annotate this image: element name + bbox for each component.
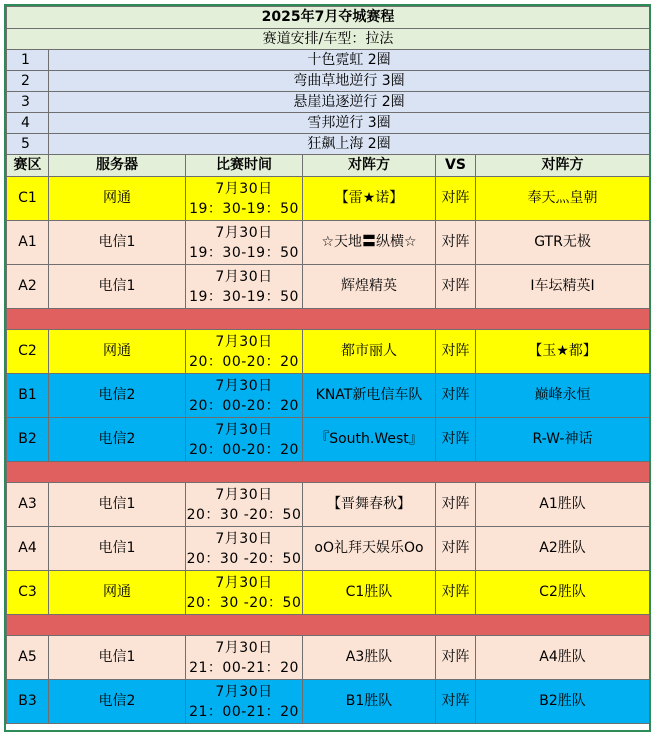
- match-time: 19：30-19：50: [189, 200, 299, 217]
- time-cell: [186, 330, 303, 374]
- server-cell: 电信1: [49, 221, 186, 265]
- server-cell: 电信2: [49, 418, 186, 462]
- match-row: [7, 483, 650, 527]
- track-number: 1: [7, 50, 49, 71]
- column-header-row: [7, 155, 650, 177]
- separator-band: [7, 462, 650, 483]
- match-row: [7, 527, 650, 571]
- track-row: [7, 92, 650, 113]
- track-row: [7, 50, 650, 71]
- separator-band: [7, 309, 650, 330]
- area-cell: B2: [7, 418, 49, 462]
- track-name: 十色霓虹 2圈: [49, 50, 650, 71]
- team1-cell: C1胜队: [303, 571, 436, 615]
- separator-row: [7, 309, 650, 330]
- team1-cell: 都市丽人: [303, 330, 436, 374]
- header-team2: 对阵方: [476, 155, 650, 177]
- track-name: 弯曲草地逆行 3圈: [49, 71, 650, 92]
- match-row: [7, 571, 650, 615]
- team1-cell: oO礼拜天娱乐Oo: [303, 527, 436, 571]
- time-cell: [186, 483, 303, 527]
- server-cell: 电信1: [49, 527, 186, 571]
- server-cell: 电信1: [49, 636, 186, 680]
- team2-cell: A4胜队: [476, 636, 650, 680]
- team2-cell: R-W-神话: [476, 418, 650, 462]
- track-number: 5: [7, 134, 49, 155]
- team1-cell: B1胜队: [303, 680, 436, 724]
- schedule-table: [6, 6, 650, 724]
- team2-cell: 巅峰永恒: [476, 374, 650, 418]
- team2-cell: A2胜队: [476, 527, 650, 571]
- match-date: 7月30日: [215, 639, 273, 656]
- match-time: 21：00-21：20: [189, 659, 299, 676]
- track-name: 雪邦逆行 3圈: [49, 113, 650, 134]
- server-cell: 网通: [49, 330, 186, 374]
- match-time: 20：30 -20：50: [186, 506, 302, 523]
- vs-cell: 对阵: [436, 527, 476, 571]
- team1-cell: A3胜队: [303, 636, 436, 680]
- vs-cell: 对阵: [436, 571, 476, 615]
- subtitle-row: [7, 29, 650, 50]
- separator-row: [7, 462, 650, 483]
- match-date: 7月30日: [215, 486, 273, 503]
- match-date: 7月30日: [215, 333, 273, 350]
- match-date: 7月30日: [215, 224, 273, 241]
- area-cell: C1: [7, 177, 49, 221]
- time-cell: [186, 265, 303, 309]
- match-row: [7, 374, 650, 418]
- area-cell: A2: [7, 265, 49, 309]
- server-cell: 电信1: [49, 483, 186, 527]
- team2-cell: A1胜队: [476, 483, 650, 527]
- team2-cell: I车坛精英I: [476, 265, 650, 309]
- match-date: 7月30日: [215, 377, 273, 394]
- match-date: 7月30日: [215, 180, 273, 197]
- vs-cell: 对阵: [436, 636, 476, 680]
- time-cell: [186, 680, 303, 724]
- team1-cell: 【晋舞春秋】: [303, 483, 436, 527]
- time-cell: [186, 374, 303, 418]
- team2-cell: B2胜队: [476, 680, 650, 724]
- match-date: 7月30日: [215, 683, 273, 700]
- title-row: [7, 7, 650, 29]
- match-row: [7, 418, 650, 462]
- header-area: 赛区: [7, 155, 49, 177]
- area-cell: B1: [7, 374, 49, 418]
- match-time: 19：30-19：50: [189, 288, 299, 305]
- schedule-sheet: [4, 4, 651, 732]
- team1-cell: 【雷★诺】: [303, 177, 436, 221]
- team1-cell: 辉煌精英: [303, 265, 436, 309]
- time-cell: [186, 221, 303, 265]
- time-cell: [186, 527, 303, 571]
- vs-cell: 对阵: [436, 221, 476, 265]
- vs-cell: 对阵: [436, 483, 476, 527]
- server-cell: 电信1: [49, 265, 186, 309]
- server-cell: 电信2: [49, 374, 186, 418]
- team2-cell: C2胜队: [476, 571, 650, 615]
- match-date: 7月30日: [215, 421, 273, 438]
- match-date: 7月30日: [215, 530, 273, 547]
- track-name: 狂飙上海 2圈: [49, 134, 650, 155]
- separator-row: [7, 615, 650, 636]
- time-cell: [186, 418, 303, 462]
- time-cell: [186, 177, 303, 221]
- server-cell: 电信2: [49, 680, 186, 724]
- separator-band: [7, 615, 650, 636]
- match-time: 21：00-21：20: [189, 703, 299, 720]
- header-time: 比赛时间: [186, 155, 303, 177]
- vs-cell: 对阵: [436, 374, 476, 418]
- track-number: 4: [7, 113, 49, 134]
- header-server: 服务器: [49, 155, 186, 177]
- server-cell: 网通: [49, 571, 186, 615]
- track-name: 悬崖追逐逆行 2圈: [49, 92, 650, 113]
- match-row: [7, 177, 650, 221]
- match-row: [7, 221, 650, 265]
- area-cell: A3: [7, 483, 49, 527]
- match-row: [7, 330, 650, 374]
- track-row: [7, 113, 650, 134]
- match-time: 20：30 -20：50: [186, 550, 302, 567]
- vs-cell: 对阵: [436, 330, 476, 374]
- match-row: [7, 636, 650, 680]
- header-team1: 对阵方: [303, 155, 436, 177]
- team2-cell: 【玉★都】: [476, 330, 650, 374]
- team1-cell: KNAT新电信车队: [303, 374, 436, 418]
- track-car-info: 赛道安排/车型：拉法: [7, 29, 650, 50]
- vs-cell: 对阵: [436, 680, 476, 724]
- area-cell: A1: [7, 221, 49, 265]
- match-date: 7月30日: [215, 574, 273, 591]
- match-time: 19：30-19：50: [189, 244, 299, 261]
- match-row: [7, 680, 650, 724]
- vs-cell: 对阵: [436, 418, 476, 462]
- area-cell: C2: [7, 330, 49, 374]
- track-row: [7, 134, 650, 155]
- track-number: 2: [7, 71, 49, 92]
- match-time: 20：30 -20：50: [186, 594, 302, 611]
- time-cell: [186, 571, 303, 615]
- time-cell: [186, 636, 303, 680]
- area-cell: A4: [7, 527, 49, 571]
- team1-cell: 『South.West』: [303, 418, 436, 462]
- team1-cell: ☆天地〓纵横☆: [303, 221, 436, 265]
- match-row: [7, 265, 650, 309]
- team2-cell: 奉天灬皇朝: [476, 177, 650, 221]
- match-time: 20：00-20：20: [189, 397, 299, 414]
- match-time: 20：00-20：20: [189, 441, 299, 458]
- area-cell: A5: [7, 636, 49, 680]
- area-cell: B3: [7, 680, 49, 724]
- header-vs: VS: [436, 155, 476, 177]
- team2-cell: GTR无极: [476, 221, 650, 265]
- vs-cell: 对阵: [436, 265, 476, 309]
- match-time: 20：00-20：20: [189, 353, 299, 370]
- match-date: 7月30日: [215, 268, 273, 285]
- track-number: 3: [7, 92, 49, 113]
- vs-cell: 对阵: [436, 177, 476, 221]
- area-cell: C3: [7, 571, 49, 615]
- server-cell: 网通: [49, 177, 186, 221]
- track-row: [7, 71, 650, 92]
- schedule-title: 2025年7月夺城赛程: [7, 7, 650, 29]
